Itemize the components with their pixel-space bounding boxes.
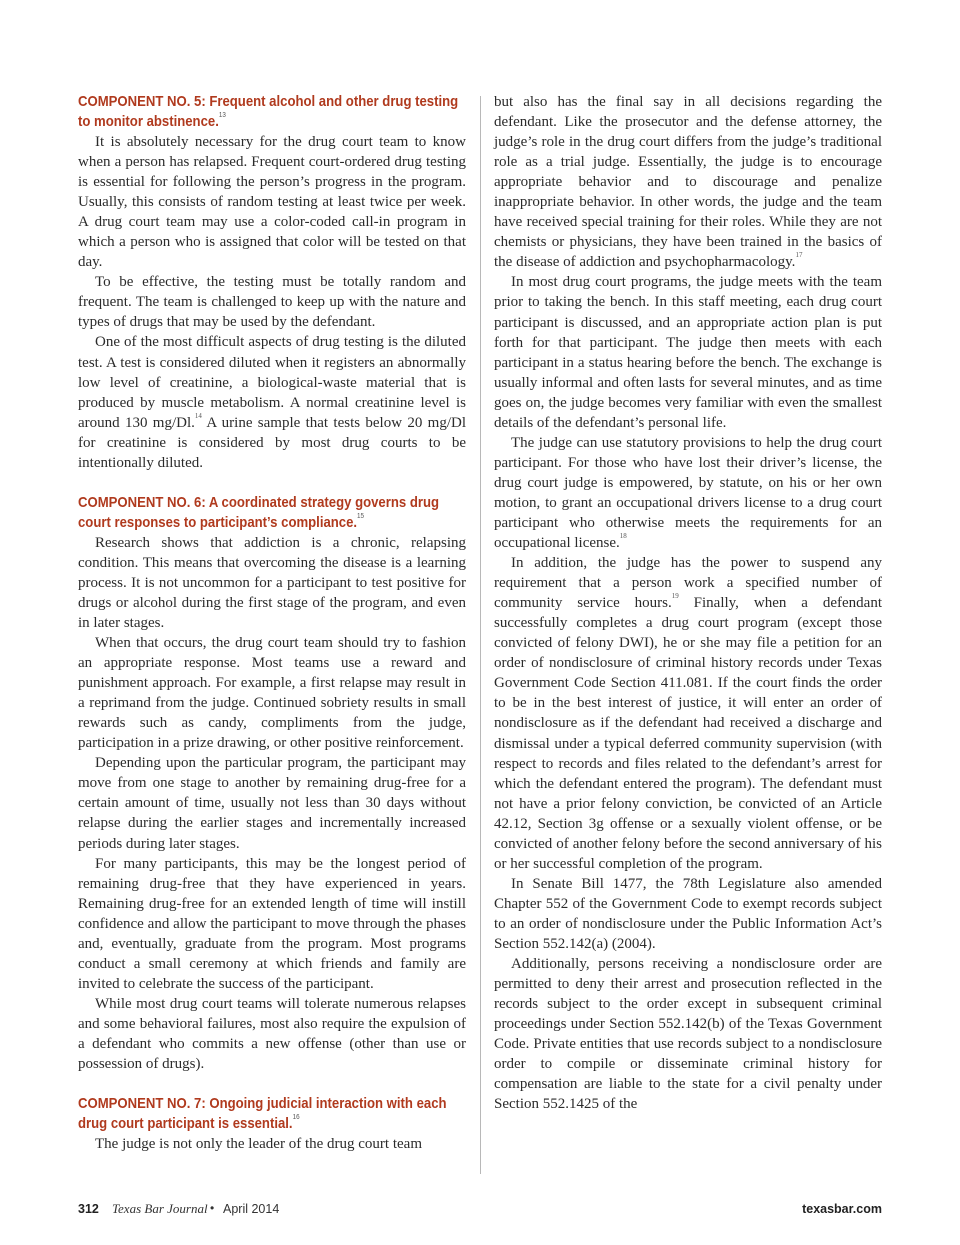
footnote-ref[interactable]: 15 (357, 512, 365, 520)
footnote-ref[interactable]: 14 (194, 411, 202, 420)
footnote-ref[interactable]: 16 (292, 1114, 300, 1122)
website-link[interactable]: texasbar.com (802, 1202, 882, 1216)
footnote-ref[interactable]: 13 (218, 112, 226, 119)
footnote-ref[interactable]: 18 (619, 532, 627, 541)
paragraph: The judge can use statutory provisions to help the drug court participant. For those who have lost their driver’s license, the drug court judge is empowered, by statute, on his or her own motion, to grant an occupational drivers license to a drug court participant who otherwise meets the requirements for an occupational license.$^{18}$ (494, 434, 882, 552)
paragraph: For many participants, this may be the longest period of remaining drug-free that they have experienced in years. Remaining drug-free for an extended length of time will instill confidence and allow the participant to move through the phases and, eventually, graduate from the program. Most programs conduct a small ceremony at which friends and family are invited to celebrate the success of the participant. (78, 855, 466, 992)
page-footer (78, 1200, 882, 1220)
bullet-separator: • (210, 1201, 215, 1215)
page-number: 312 (78, 1202, 99, 1216)
paragraph: It is absolutely necessary for the drug court team to know when a person has relapsed. Frequent court-ordered drug testing is essential for following the person’s progress in the program. Usually, this consists of random testing at least twice per week. A drug court team may use a color-coded call-in program in which a person who is assigned that color will be tested on that day. (78, 134, 466, 271)
paragraph: but also has the final say in all decisions regarding the defendant. Like the prosecutor and the defense attorney, the judge’s role in the drug court differs from the judge’s traditional role as a trial judge. Essentially, the judge is to encourage appropriate behavior and to discourage and penalize inappropriate behavior. In other words, the judge and the team have received special training for their roles. While they are not chemists or physicians, they have been trained in the basics of the disease of addiction and psychopharmacology.$^{17}$ (494, 94, 882, 271)
paragraph: In Senate Bill 1477, the 78th Legislature also amended Chapter 552 of the Government Code to exempt records subject to an order of nondisclosure under the Public Information Act’s Section 552.142(a) (2004). (494, 875, 882, 952)
issue-date: April 2014 (223, 1202, 280, 1216)
paragraph: In most drug court programs, the judge meets with the team prior to taking the bench. In this staff meeting, each drug court participant is discussed, and an appropriate action plan is put forth for that participant. The judge then meets with each participant in a status hearing before the bench. The exchange is usually informal and often lasts for several minutes, and as time goes on, the judge becomes very familiar with even the smallest details of the defendant’s personal life. (494, 274, 882, 431)
footnote-ref[interactable]: 17 (795, 251, 803, 260)
column-divider (480, 96, 481, 1174)
paragraph: In addition, the judge has the power to suspend any requirement that a person work a specified number of community service hours.$^{19}$ Finally, when a defendant successfully completes a drug court program (except those convicted of felony DWI), he or she may file a petition for an order of nondisclosure of criminal history records under Texas Government Code Section 411.081. If the court finds the order to be in the best interest of justice, it will enter an order of nondisclosure as if the defendant had received a discharge and dismissal under a typical deferred community supervision (with respect to records and files related to the defendant’s arrest for which the defendant entered the program). The defendant must not have a prior felony conviction, be convicted of an Article 42.12, Section 3g offense or a sexually violent offense, or be convicted of another felony before the second anniversary of his or her successful completion of the program. (494, 555, 882, 872)
paragraph: To be effective, the testing must be totally random and frequent. The team is challenged to keep up with the nature and types of drugs that may be used by the defendant. (78, 274, 466, 331)
component-6-heading: COMPONENT NO. 6: A coordinated strategy governs drug court responses to participant’s compliance.$^{15}$ (78, 494, 439, 531)
paragraph: While most drug court teams will tolerate numerous relapses and some behavioral failures, most also require the expulsion of a defendant who commits a new offense (other than use or possession of drugs). (78, 995, 466, 1073)
paragraph: One of the most difficult aspects of drug testing is the diluted test. A test is considered diluted when it registers an abnormally low level of creatinine, a biological-waste material that is produced by muscle metabolism. A normal creatinine level is around 130 mg/Dl.$^{14}$ A urine sample that tests below 20 mg/Dl for creatinine is considered by most drug courts to be intentionally diluted. (78, 334, 467, 471)
component-7-heading: COMPONENT NO. 7: Ongoing judicial interaction with each drug court participant is essential.$^{16}$ (78, 1096, 447, 1133)
paragraph: Additionally, persons receiving a nondisclosure order are permitted to deny their arrest and prosecution reflected in the records subject to the order except in subsequent criminal proceedings under Section 552.142(b) of the Texas Government Code. Private entities that use records subject to a nondisclosure order to compile or disseminate criminal history for compensation are liable to the state for a civil penalty under Section 552.1425 of the (494, 956, 882, 1113)
paragraph: Research shows that addiction is a chronic, relapsing condition. This means that overcoming the disease is a learning process. It is not uncommon for a participant to test positive for drugs or alcohol during the first stage of the program, and even in later stages. (78, 534, 466, 631)
paragraph: Depending upon the particular program, the participant may move from one stage to another by remaining drug-free for a certain amount of time, usually not less than 30 days without relapse during the earlier stages and incrementally increased periods during later stages. (78, 755, 466, 852)
right-column (494, 92, 882, 1114)
paragraph: The judge is not only the leader of the drug court team (95, 1136, 422, 1153)
paragraph: When that occurs, the drug court team should try to fashion an appropriate response. Most teams use a reward and punishment approach. For example, a first relapse may result in a reprimand from the judge. Continued sobriety results in small rewards such as candy, compliments from the judge, participation in a prize drawing, or other positive reinforcement. (78, 635, 466, 752)
journal-name: Texas Bar Journal (112, 1201, 208, 1216)
component-5-heading: COMPONENT NO. 5: Frequent alcohol and other drug testing to monitor abstinence.$^{13}$ (78, 94, 459, 130)
left-column (78, 92, 466, 1154)
footnote-ref[interactable]: 19 (671, 592, 679, 601)
